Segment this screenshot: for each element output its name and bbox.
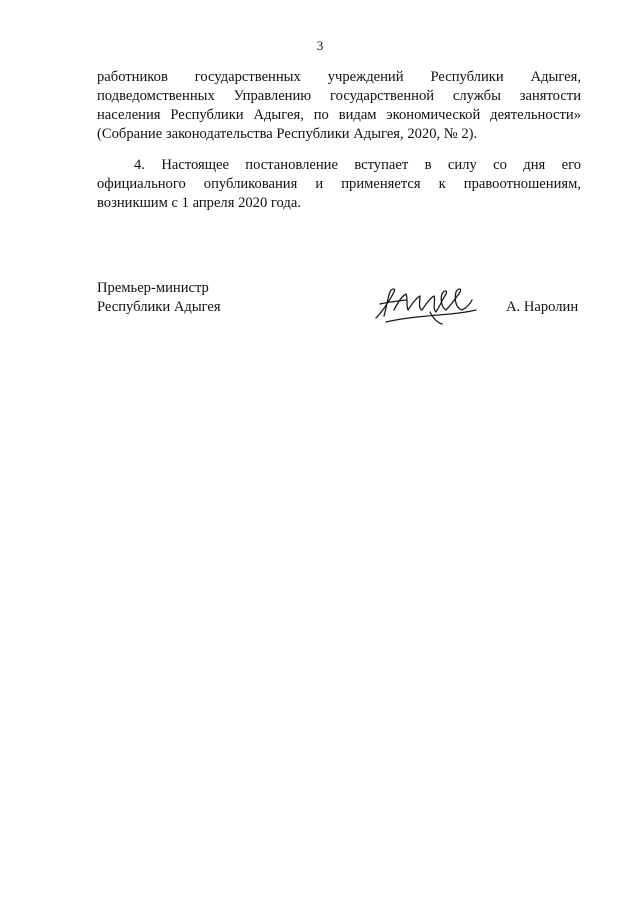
paragraph-line: (Собрание законодательства Республики Адыгея, 2020, № 2). bbox=[97, 126, 478, 142]
page-number: 3 bbox=[316, 38, 324, 53]
signatory-name: А. Наролин bbox=[506, 299, 579, 315]
handwritten-signature bbox=[372, 282, 480, 328]
paragraph-line: официального опубликования и применяется к правоотношениям, bbox=[97, 176, 581, 192]
signatory-region: Республики Адыгея bbox=[97, 299, 221, 315]
signatory-title: Премьер-министр bbox=[97, 280, 209, 296]
paragraph-line: возникшим с 1 апреля 2020 года. bbox=[97, 195, 301, 211]
paragraph-continuation bbox=[97, 68, 581, 144]
paragraph-line: подведомственных Управлению государственной службы занятости bbox=[97, 88, 581, 104]
paragraph-line: работников государственных учреждений Республики Адыгея, bbox=[97, 69, 581, 85]
paragraph-item-4 bbox=[97, 156, 581, 213]
paragraph-line: населения Республики Адыгея, по видам экономической деятельности» bbox=[97, 107, 581, 123]
signatory-position bbox=[97, 279, 221, 317]
paragraph-line: 4. Настоящее постановление вступает в силу со дня его bbox=[134, 157, 581, 173]
